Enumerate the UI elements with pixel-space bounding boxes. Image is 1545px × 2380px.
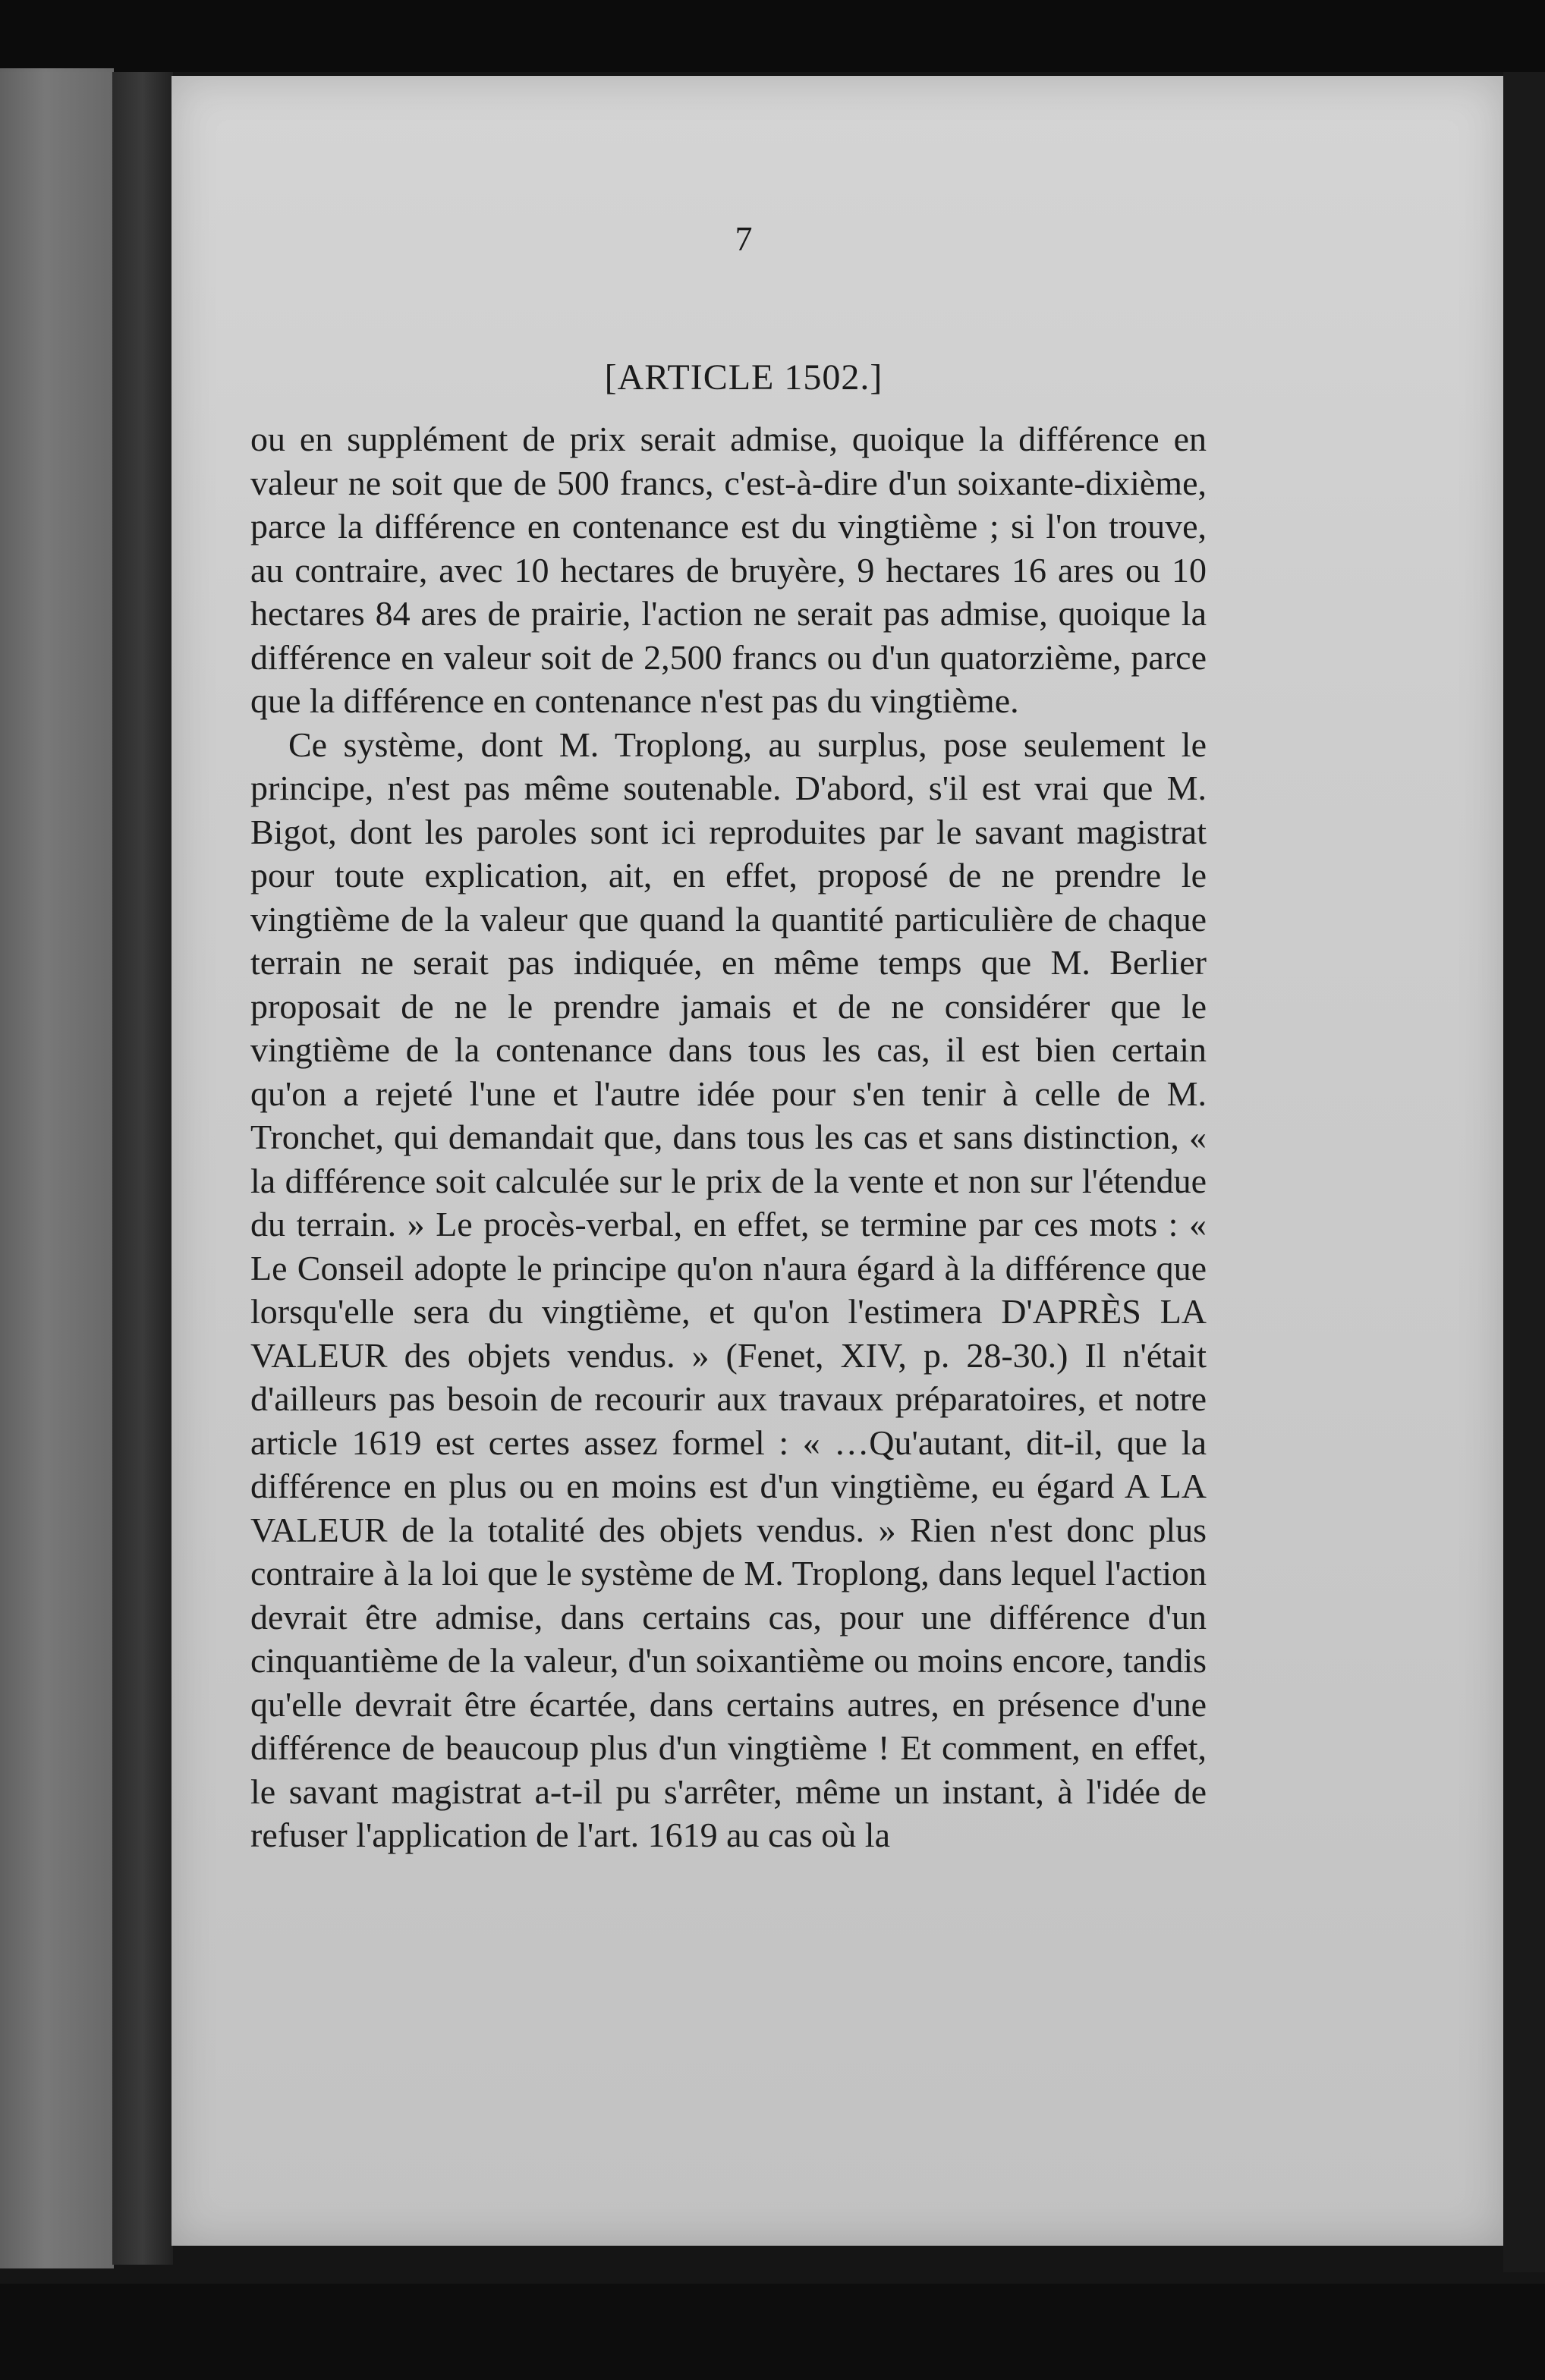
film-border-bottom (0, 2284, 1545, 2380)
article-heading: [ARTICLE 1502.] (604, 357, 883, 398)
binding-gutter (112, 72, 173, 2265)
film-border-top (0, 0, 1545, 72)
page-number: 7 (735, 219, 753, 258)
film-border-right (1503, 72, 1545, 2272)
paragraph-systeme: Ce système, dont M. Troplong, au surplus, pose seulement le principe, n'est pas même soutenable. D'abord, s'il est vrai que M. Bigot, dont les paroles sont ici reproduites par le savant magistrat pour toute explication, ait, en effet, proposé de ne prendre le vingtième de la valeur que quand la quantité particulière de chaque terrain ne serait pas indiquée, en même temps que M. Berlier proposait de ne le prendre jamais et de ne considérer que le vingtième de la contenance dans tous les cas, il est bien certain qu'on a rejeté l'une et l'autre idée pour s'en tenir à celle de M. Tronchet, qui demandait que, dans tous les cas et sans distinction, « la différence soit calculée sur le prix de la vente et non sur l'étendue du terrain. » Le procès-verbal, en effet, se termine par ces mots : « Le Conseil adopte le principe qu'on n'aura égard à la différence que lorsqu'elle sera du vingtième, et qu'on l'estimera D'APRÈS LA VALEUR des objets vendus. » (Fenet, XIV, p. 28-30.) Il n'était d'ailleurs pas besoin de recourir aux travaux préparatoires, et notre article 1619 est certes assez formel : « …Qu'autant, dit-il, que la différence en plus ou en moins est d'un vingtième, eu égard A LA VALEUR de la totalité des objets vendus. » Rien n'est donc plus contraire à la loi que le système de M. Troplong, dans lequel l'action devrait être admise, dans certains cas, pour une différence d'un cinquantième de la valeur, d'un soixantième ou moins encore, tandis qu'elle devrait être écartée, dans certains autres, en présence d'une différence de beaucoup plus d'un vingtième ! Et comment, en effet, le savant magistrat a-t-il pu s'arrêter, même un instant, à l'idée de refuser l'application de l'art. 1619 au cas où la (250, 725, 1207, 1854)
paragraph-continuation: ou en supplément de prix serait admise, quoique la différence en valeur ne soit que de 500 francs, c'est-à-dire d'un soixante-dixième, parce la différence en contenance est du vingtième ; si l'on trouve, au contraire, avec 10 hectares de bruyère, 9 hectares 16 ares ou 10 hectares 84 ares de prairie, l'action ne serait pas admise, quoique la différence en valeur soit de 2,500 francs ou d'un quatorzième, parce que la différence en contenance n'est pas du vingtième. (250, 420, 1207, 720)
body-text (250, 417, 1207, 1857)
adjacent-page-edge (0, 68, 114, 2268)
